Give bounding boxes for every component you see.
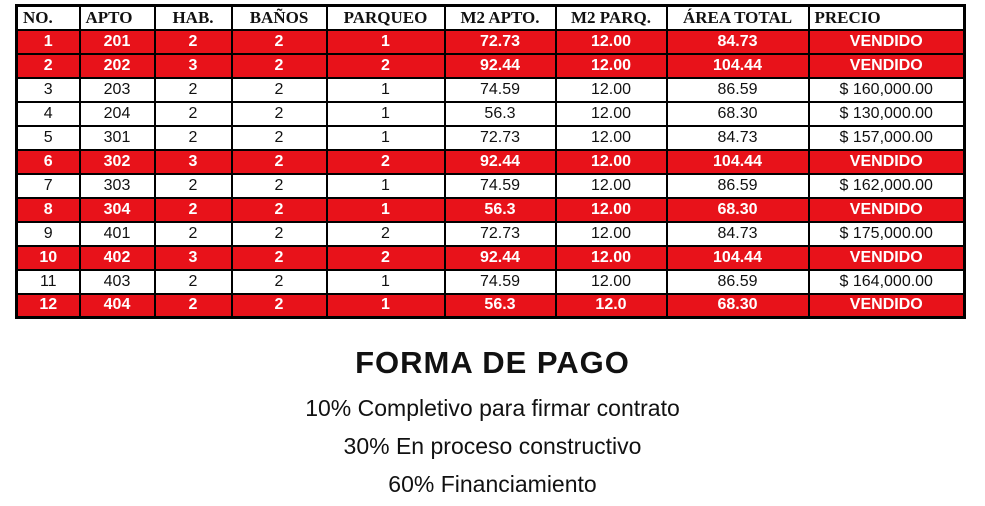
payment-title: FORMA DE PAGO	[355, 345, 630, 380]
cell-m2-apto: 92.44	[445, 150, 556, 174]
cell-no: 10	[17, 246, 80, 270]
cell-parqueo: 2	[327, 54, 445, 78]
cell-parqueo: 1	[327, 270, 445, 294]
cell-no: 7	[17, 174, 80, 198]
cell-area-total: 68.30	[667, 198, 809, 222]
cell-hab: 2	[155, 30, 232, 54]
cell-area-total: 104.44	[667, 246, 809, 270]
cell-hab: 2	[155, 174, 232, 198]
cell-area-total: 104.44	[667, 54, 809, 78]
cell-area-total: 68.30	[667, 294, 809, 318]
cell-m2-apto: 72.73	[445, 30, 556, 54]
header-area-total: ÁREA TOTAL	[667, 6, 809, 30]
table-row	[17, 246, 965, 270]
cell-precio: VENDIDO	[809, 54, 965, 78]
cell-m2-apto: 56.3	[445, 102, 556, 126]
cell-m2-apto: 56.3	[445, 198, 556, 222]
header-m2-apto: M2 APTO.	[445, 6, 556, 30]
cell-banos: 2	[232, 198, 327, 222]
cell-precio: VENDIDO	[809, 30, 965, 54]
cell-area-total: 86.59	[667, 78, 809, 102]
cell-precio: VENDIDO	[809, 198, 965, 222]
cell-area-total: 86.59	[667, 174, 809, 198]
cell-precio: $ 130,000.00	[809, 102, 965, 126]
cell-apto: 304	[80, 198, 155, 222]
cell-no: 12	[17, 294, 80, 318]
cell-apto: 203	[80, 78, 155, 102]
cell-no: 1	[17, 30, 80, 54]
cell-precio: VENDIDO	[809, 246, 965, 270]
pricing-sheet	[0, 4, 985, 506]
cell-hab: 2	[155, 78, 232, 102]
cell-apto: 301	[80, 126, 155, 150]
cell-precio: $ 157,000.00	[809, 126, 965, 150]
cell-precio: VENDIDO	[809, 294, 965, 318]
payment-line-2: 30% En proceso constructivo	[343, 433, 642, 459]
table-row	[17, 102, 965, 126]
cell-precio: $ 164,000.00	[809, 270, 965, 294]
cell-m2-parq: 12.00	[556, 54, 667, 78]
cell-m2-parq: 12.00	[556, 270, 667, 294]
cell-parqueo: 1	[327, 78, 445, 102]
cell-apto: 302	[80, 150, 155, 174]
cell-banos: 2	[232, 294, 327, 318]
cell-apto: 204	[80, 102, 155, 126]
cell-no: 6	[17, 150, 80, 174]
cell-m2-parq: 12.00	[556, 150, 667, 174]
payment-terms-section	[0, 345, 985, 498]
cell-apto: 402	[80, 246, 155, 270]
cell-apto: 201	[80, 30, 155, 54]
cell-parqueo: 1	[327, 102, 445, 126]
cell-m2-parq: 12.00	[556, 30, 667, 54]
cell-area-total: 104.44	[667, 150, 809, 174]
cell-hab: 3	[155, 54, 232, 78]
cell-area-total: 84.73	[667, 30, 809, 54]
header-apto: APTO	[80, 6, 155, 30]
cell-hab: 2	[155, 198, 232, 222]
cell-precio: VENDIDO	[809, 150, 965, 174]
cell-area-total: 84.73	[667, 126, 809, 150]
cell-parqueo: 2	[327, 150, 445, 174]
header-no: NO.	[17, 6, 80, 30]
cell-no: 4	[17, 102, 80, 126]
header-m2-parq: M2 PARQ.	[556, 6, 667, 30]
cell-m2-apto: 74.59	[445, 174, 556, 198]
cell-no: 9	[17, 222, 80, 246]
table-body	[17, 30, 965, 318]
cell-no: 8	[17, 198, 80, 222]
cell-m2-parq: 12.0	[556, 294, 667, 318]
cell-banos: 2	[232, 126, 327, 150]
apartments-price-table	[15, 4, 966, 319]
cell-hab: 2	[155, 126, 232, 150]
cell-parqueo: 1	[327, 30, 445, 54]
cell-m2-apto: 72.73	[445, 126, 556, 150]
header-hab: HAB.	[155, 6, 232, 30]
cell-apto: 401	[80, 222, 155, 246]
cell-banos: 2	[232, 30, 327, 54]
cell-parqueo: 2	[327, 246, 445, 270]
cell-banos: 2	[232, 222, 327, 246]
cell-m2-apto: 72.73	[445, 222, 556, 246]
table-row	[17, 126, 965, 150]
table-row	[17, 198, 965, 222]
cell-hab: 2	[155, 270, 232, 294]
cell-banos: 2	[232, 78, 327, 102]
table-row	[17, 174, 965, 198]
cell-m2-apto: 74.59	[445, 78, 556, 102]
cell-m2-apto: 56.3	[445, 294, 556, 318]
cell-m2-parq: 12.00	[556, 78, 667, 102]
cell-precio: $ 162,000.00	[809, 174, 965, 198]
cell-banos: 2	[232, 150, 327, 174]
cell-parqueo: 1	[327, 294, 445, 318]
table-row	[17, 150, 965, 174]
table-row	[17, 270, 965, 294]
cell-no: 5	[17, 126, 80, 150]
cell-m2-apto: 74.59	[445, 270, 556, 294]
cell-apto: 403	[80, 270, 155, 294]
cell-precio: $ 160,000.00	[809, 78, 965, 102]
cell-parqueo: 1	[327, 126, 445, 150]
cell-apto: 202	[80, 54, 155, 78]
cell-m2-parq: 12.00	[556, 102, 667, 126]
cell-area-total: 84.73	[667, 222, 809, 246]
cell-area-total: 86.59	[667, 270, 809, 294]
cell-no: 2	[17, 54, 80, 78]
table-header-row	[17, 6, 965, 30]
cell-m2-parq: 12.00	[556, 198, 667, 222]
cell-parqueo: 1	[327, 198, 445, 222]
cell-banos: 2	[232, 246, 327, 270]
table-row	[17, 54, 965, 78]
cell-m2-apto: 92.44	[445, 246, 556, 270]
table-row	[17, 222, 965, 246]
cell-banos: 2	[232, 102, 327, 126]
cell-banos: 2	[232, 270, 327, 294]
cell-no: 3	[17, 78, 80, 102]
cell-hab: 2	[155, 222, 232, 246]
cell-precio: $ 175,000.00	[809, 222, 965, 246]
table-row	[17, 30, 965, 54]
cell-area-total: 68.30	[667, 102, 809, 126]
cell-m2-parq: 12.00	[556, 222, 667, 246]
cell-hab: 3	[155, 150, 232, 174]
header-precio: PRECIO	[809, 6, 965, 30]
table-row	[17, 294, 965, 318]
header-parqueo: PARQUEO	[327, 6, 445, 30]
cell-hab: 2	[155, 294, 232, 318]
cell-hab: 3	[155, 246, 232, 270]
table-row	[17, 78, 965, 102]
cell-m2-parq: 12.00	[556, 174, 667, 198]
cell-m2-parq: 12.00	[556, 126, 667, 150]
header-banos: BAÑOS	[232, 6, 327, 30]
cell-banos: 2	[232, 54, 327, 78]
cell-hab: 2	[155, 102, 232, 126]
cell-parqueo: 1	[327, 174, 445, 198]
cell-m2-parq: 12.00	[556, 246, 667, 270]
cell-banos: 2	[232, 174, 327, 198]
cell-no: 11	[17, 270, 80, 294]
cell-m2-apto: 92.44	[445, 54, 556, 78]
cell-apto: 404	[80, 294, 155, 318]
payment-line-1: 10% Completivo para firmar contrato	[305, 395, 680, 421]
cell-apto: 303	[80, 174, 155, 198]
cell-parqueo: 2	[327, 222, 445, 246]
payment-line-3: 60% Financiamiento	[388, 471, 597, 497]
